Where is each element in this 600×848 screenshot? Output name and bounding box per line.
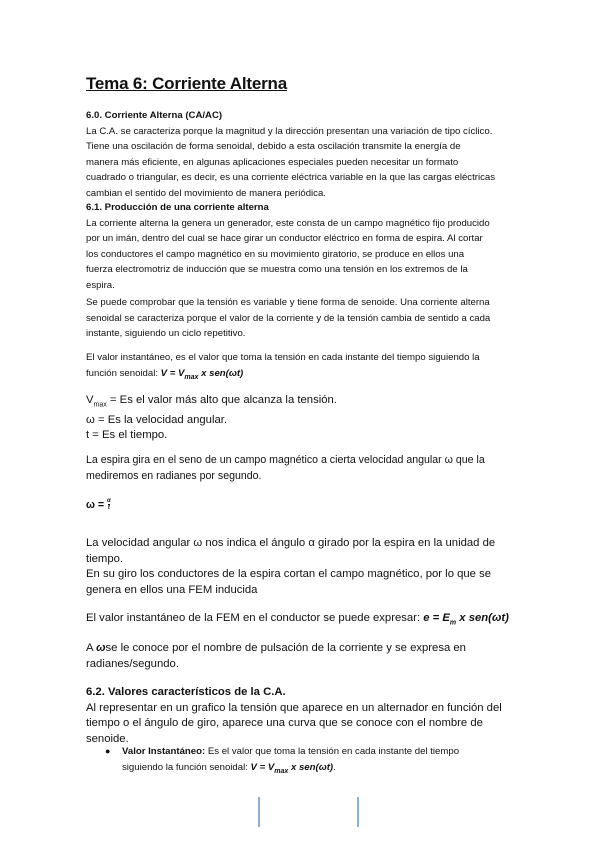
paragraph-line: senoidal se caracteriza porque el valor de la corriente y de la tensión cambia de sentido a cada [86, 312, 491, 324]
paragraph-line: radianes/segundo. [86, 657, 179, 670]
paragraph-line: espira. [86, 279, 115, 291]
paragraph-line: A ωse le conoce por el nombre de pulsación de la corriente y se expresa en [86, 642, 466, 654]
paragraph-line: genera en ellos una FEM inducida [86, 583, 258, 596]
paragraph-line: los conductores el campo magnético en su movimiento giratorio, se produce en ellos una [86, 248, 465, 260]
paragraph-line: tiempo. [86, 552, 124, 565]
paragraph-line: La velocidad angular ω nos indica el ángulo α girado por la espira en la unidad de [86, 537, 496, 549]
paragraph-line: cuadrado o triangular, es decir, es una corriente eléctrica variable en la que las cargas eléctricas [86, 172, 496, 183]
paragraph-line: por un imán, dentro del cual se hace girar un conductor eléctrico en forma de espira. Al cortar [86, 233, 483, 244]
paragraph-line: tiempo o el ángulo de giro, aparece una curva que se conoce con el nombre de [86, 717, 483, 730]
footer-divider [258, 797, 260, 827]
section-heading: 6.0. Corriente Alterna (CA/AC) [86, 110, 223, 121]
definition-omega: ω = Es la velocidad angular. [86, 413, 228, 426]
bullet-list [100, 744, 500, 779]
definition-t: t = Es el tiempo. [86, 429, 168, 442]
list-item: ● Valor Instantáneo: Es el valor que toma la tensión en cada instante del tiempo siguiendo la función senoidal: $V = V_{max}$ x sen(ωt). [105, 746, 460, 775]
paragraph-valor-instantaneo [86, 350, 516, 385]
omega-formula: $\omega = \frac{\alpha}{t}$ [86, 498, 111, 512]
paragraph-line: Se puede comprobar que la tensión es variable y tiene forma de senoide. Una corriente alterna [86, 297, 490, 308]
paragraph-line: mediremos en radianes por segundo. [86, 469, 262, 482]
paragraph-line: fuerza electromotriz de inducción que se muestra como una tensión en los extremos de la [86, 264, 468, 275]
paragraph-pulsacion [86, 641, 516, 672]
definitions-list [86, 393, 516, 444]
paragraph-line: La espira gira en el seno de un campo magnético a cierta velocidad angular ω que la [86, 454, 485, 466]
paragraph-line: cambian el sentido del movimiento de manera periódica. [86, 187, 326, 199]
paragraph-line: Al representar en un grafico la tensión que aparece en un alternador en función del [86, 701, 502, 714]
paragraph-line: instante, siguiendo un ciclo repetitivo. [86, 328, 246, 339]
fem-formula: $e = E_m$ x sen(ωt) [423, 612, 509, 627]
paragraph-velocidad-angular [86, 536, 516, 598]
footer-divider [357, 797, 359, 827]
paragraph-senoide [86, 295, 516, 342]
paragraph-fem: El valor instantáneo de la FEM en el conductor se puede expresar: $e = E_m$ x sen(ωt) [86, 612, 509, 627]
paragraph-line: senoide. [86, 732, 129, 745]
page-title: Tema 6: Corriente Alterna [86, 74, 287, 93]
section-heading: 6.1. Producción de una corriente alterna [86, 202, 269, 213]
paragraph-line: El valor instantáneo, es el valor que toma la tensión en cada instante del tiempo siguiendo la [86, 352, 480, 363]
voltage-formula: $V = V_{max}$ x sen(ωt) [250, 761, 334, 775]
paragraph-line: La C.A. se caracteriza porque la magnitud y la dirección presentan una variación de tipo cíclico. [86, 125, 493, 137]
section-6-2 [86, 685, 516, 747]
paragraph-line: En su giro los conductores de la espira cortan el campo magnético, por lo que se [86, 568, 492, 581]
paragraph-line: La corriente alterna la genera un generador, este consta de un campo magnético fijo producido [86, 217, 490, 229]
section-heading: 6.2. Valores característicos de la C.A. [86, 686, 286, 698]
section-6-1 [86, 200, 516, 293]
paragraph-line: manera más eficiente, en algunas aplicaciones especiales pueden necesitar un formato [86, 156, 459, 168]
paragraph-line: Tiene una oscilación de forma senoidal, debido a esta oscilación transmite la energía de [86, 141, 461, 152]
bullet-icon: ● [105, 746, 111, 756]
paragraph-espira [86, 453, 516, 484]
section-6-0 [86, 108, 516, 201]
fraction: $\frac{\alpha}{t}$ [107, 498, 111, 512]
paragraph-line: función senoidal: $V = V_{max}$ x sen(ωt) [86, 367, 244, 381]
voltage-formula: $V = V_{max}$ x sen(ωt) [160, 367, 244, 381]
definition-vmax: $V_{max} = Es$ el valor más alto que alcanza la tensión. [86, 394, 337, 409]
